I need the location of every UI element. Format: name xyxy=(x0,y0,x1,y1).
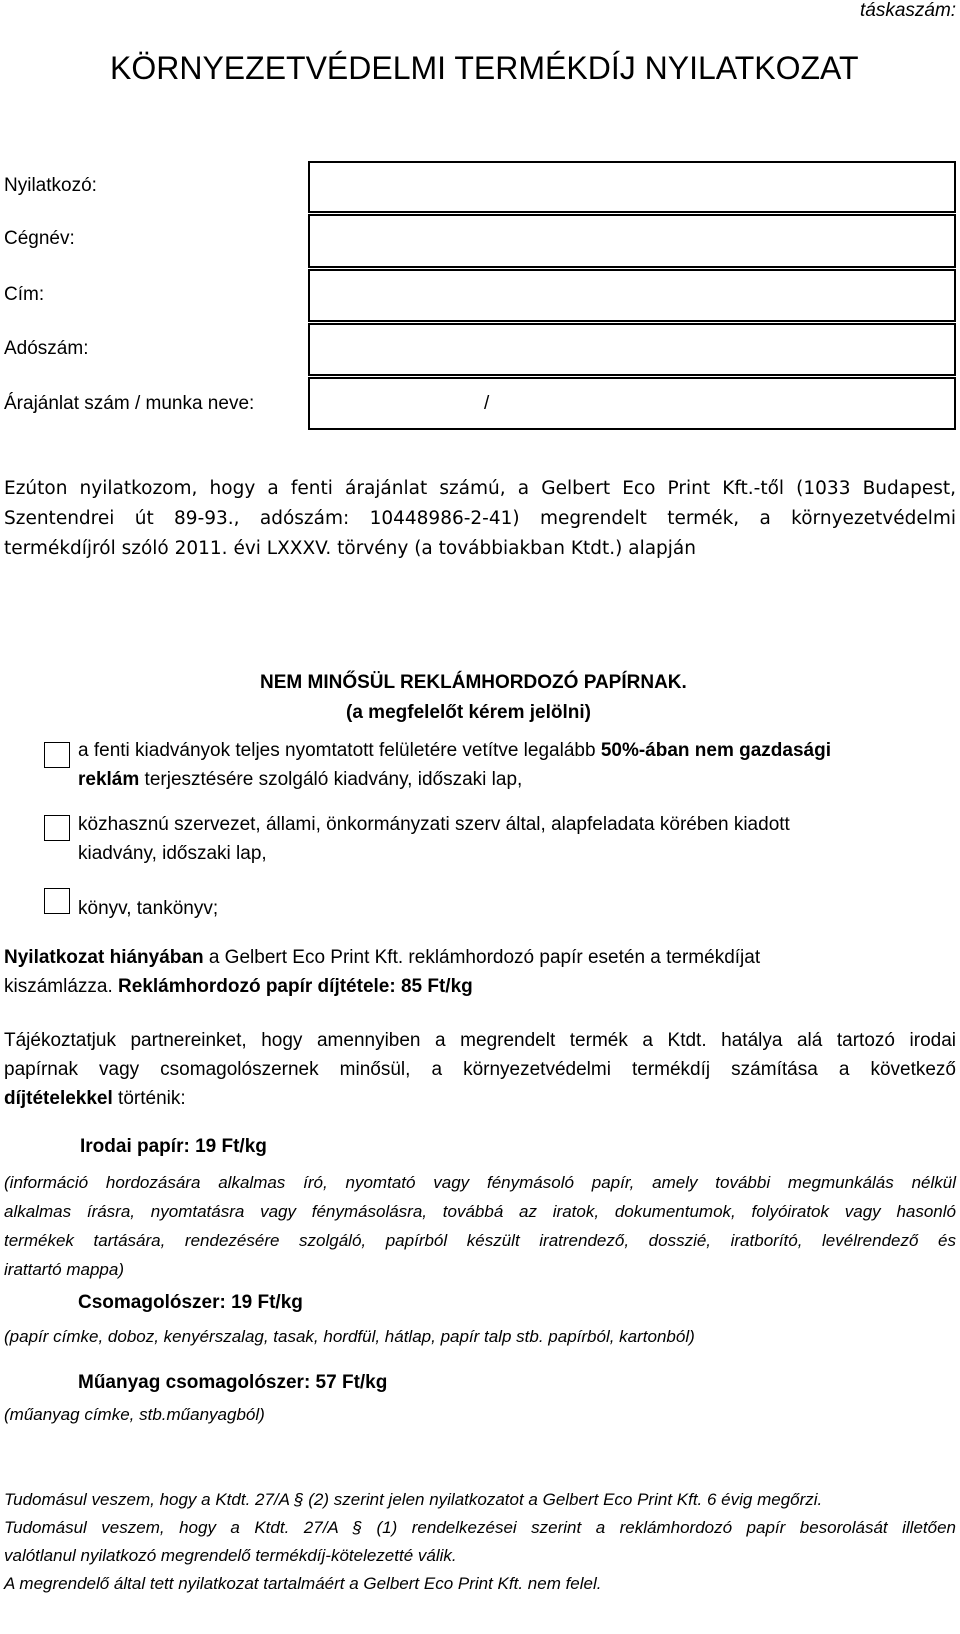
info-post: történik: xyxy=(112,1088,186,1109)
missing-text-1: a Gelbert Eco Print Kft. reklámhordozó papír esetén a termékdíjat xyxy=(203,947,761,968)
rate-office-line-1: (információ hordozására alkalmas író, nyomtató vagy fénymásoló papír, amely további megmunkálás nélkül xyxy=(4,1173,956,1192)
taskaszam-label: táskaszám: xyxy=(860,0,957,21)
rate-office-line-3: termékek tartására, rendezésére szolgáló, papírból készült iratrendező, dosszié, iratborító, levélrendező és xyxy=(4,1231,956,1250)
intro-paragraph xyxy=(4,474,956,564)
note-1: Tudomásul veszem, hogy a Ktdt. 27/A § (2) szerint jelen nyilatkozatot a Gelbert Eco Print Kft. 6 évig megőrzi. xyxy=(4,1490,823,1509)
nyilatkozo-field[interactable] xyxy=(308,161,956,213)
option-2-line-1: közhasznú szervezet, állami, önkormányzati szerv által, alapfeladata körében kiadott xyxy=(78,814,790,835)
cim-label: Cím: xyxy=(4,284,45,305)
info-line-2: papírnak vagy csomagolószernek minősül, a környezetvédelmi termékdíj számítása a következő xyxy=(4,1059,956,1080)
option-2-checkbox[interactable] xyxy=(44,815,70,841)
intro-line-3: termékdíjról szóló 2011. évi LXXXV. törvény (a továbbiakban Ktdt.) alapján xyxy=(4,538,696,559)
adoszam-label: Adószám: xyxy=(4,338,89,359)
declaration-heading: NEM MINŐSÜL REKLÁMHORDOZÓ PAPÍRNAK. xyxy=(260,672,687,693)
missing-bold-1: Nyilatkozat hiányában xyxy=(4,947,204,968)
cegnev-field[interactable] xyxy=(308,214,956,268)
note-4: A megrendelő által tett nyilatkozat tartalmáért a Gelbert Eco Print Kft. nem felel. xyxy=(4,1574,602,1593)
rate-packaging-line-1: (papír címke, doboz, kenyérszalag, tasak, hordfül, hátlap, papír talp stb. papírból, kartonból) xyxy=(4,1327,695,1346)
notes xyxy=(4,1486,956,1598)
rate-plastic-desc xyxy=(4,1400,956,1429)
option-3-text xyxy=(78,894,958,923)
intro-line-1: Ezúton nyilatkozom, hogy a fenti árajánlat számú, a Gelbert Eco Print Kft.-től (1033 Budapest, xyxy=(4,478,956,499)
missing-bold-2: Reklámhordozó papír díjtétele: 85 Ft/kg xyxy=(118,976,473,997)
rate-office-paper-desc xyxy=(4,1168,956,1284)
note-3: valótlanul nyilatkozó megrendelő termékdíj-kötelezetté válik. xyxy=(4,1546,457,1565)
cim-field[interactable] xyxy=(308,269,956,322)
arajanlat-field[interactable] xyxy=(308,377,956,430)
rate-packaging-title: Csomagolószer: 19 Ft/kg xyxy=(78,1292,303,1313)
info-bold: díjtételekkel xyxy=(4,1088,113,1109)
adoszam-field[interactable] xyxy=(308,323,956,376)
intro-line-2: Szentendrei út 89-93., adószám: 10448986-2-41) megrendelt termék, a környezetvédelmi xyxy=(4,508,956,529)
rate-packaging-desc xyxy=(4,1322,956,1351)
arajanlat-label: Árajánlat szám / munka neve: xyxy=(4,393,255,414)
page-title: KÖRNYEZETVÉDELMI TERMÉKDÍJ NYILATKOZAT xyxy=(110,50,859,86)
rate-office-paper-title: Irodai papír: 19 Ft/kg xyxy=(80,1136,267,1157)
option-1-post: terjesztésére szolgáló kiadvány, időszaki lap, xyxy=(139,769,523,790)
option-3-checkbox[interactable] xyxy=(44,888,70,914)
rate-office-line-2: alkalmas írásra, nyomtatásra vagy fénymásolásra, továbbá az iratok, dokumentumok, folyóiratok vagy hasonló xyxy=(4,1202,956,1221)
missing-declaration xyxy=(4,943,956,1001)
missing-text-2: kiszámlázza. xyxy=(4,976,119,997)
nyilatkozo-label: Nyilatkozó: xyxy=(4,175,97,196)
option-3-line-1: könyv, tankönyv; xyxy=(78,898,219,919)
option-1-bold1: 50%-ában nem gazdasági xyxy=(600,740,832,761)
option-1-bold2: reklám xyxy=(78,769,140,790)
option-1-checkbox[interactable] xyxy=(44,742,70,768)
rate-plastic-title: Műanyag csomagolószer: 57 Ft/kg xyxy=(78,1372,388,1393)
option-2-line-2: kiadvány, időszaki lap, xyxy=(78,843,267,864)
declaration-subheading: (a megfelelőt kérem jelölni) xyxy=(346,702,591,723)
info-line-1: Tájékoztatjuk partnereinket, hogy amennyiben a megrendelt termék a Ktdt. hatálya alá tartozó irodai xyxy=(4,1030,956,1051)
option-2-text xyxy=(78,810,958,868)
option-1-pre: a fenti kiadványok teljes nyomtatott felületére vetítve legalább xyxy=(78,740,601,761)
option-1-line-1 xyxy=(78,736,958,794)
arajanlat-separator: / xyxy=(484,393,490,414)
info-paragraph xyxy=(4,1026,956,1113)
rate-office-line-4: irattartó mappa) xyxy=(4,1260,124,1279)
rate-plastic-line-1: (műanyag címke, stb.műanyagból) xyxy=(4,1405,265,1424)
cegnev-label: Cégnév: xyxy=(4,228,75,249)
note-2: Tudomásul veszem, hogy a Ktdt. 27/A § (1) rendelkezései szerint a reklámhordozó papír besorolását illetően xyxy=(4,1518,956,1537)
